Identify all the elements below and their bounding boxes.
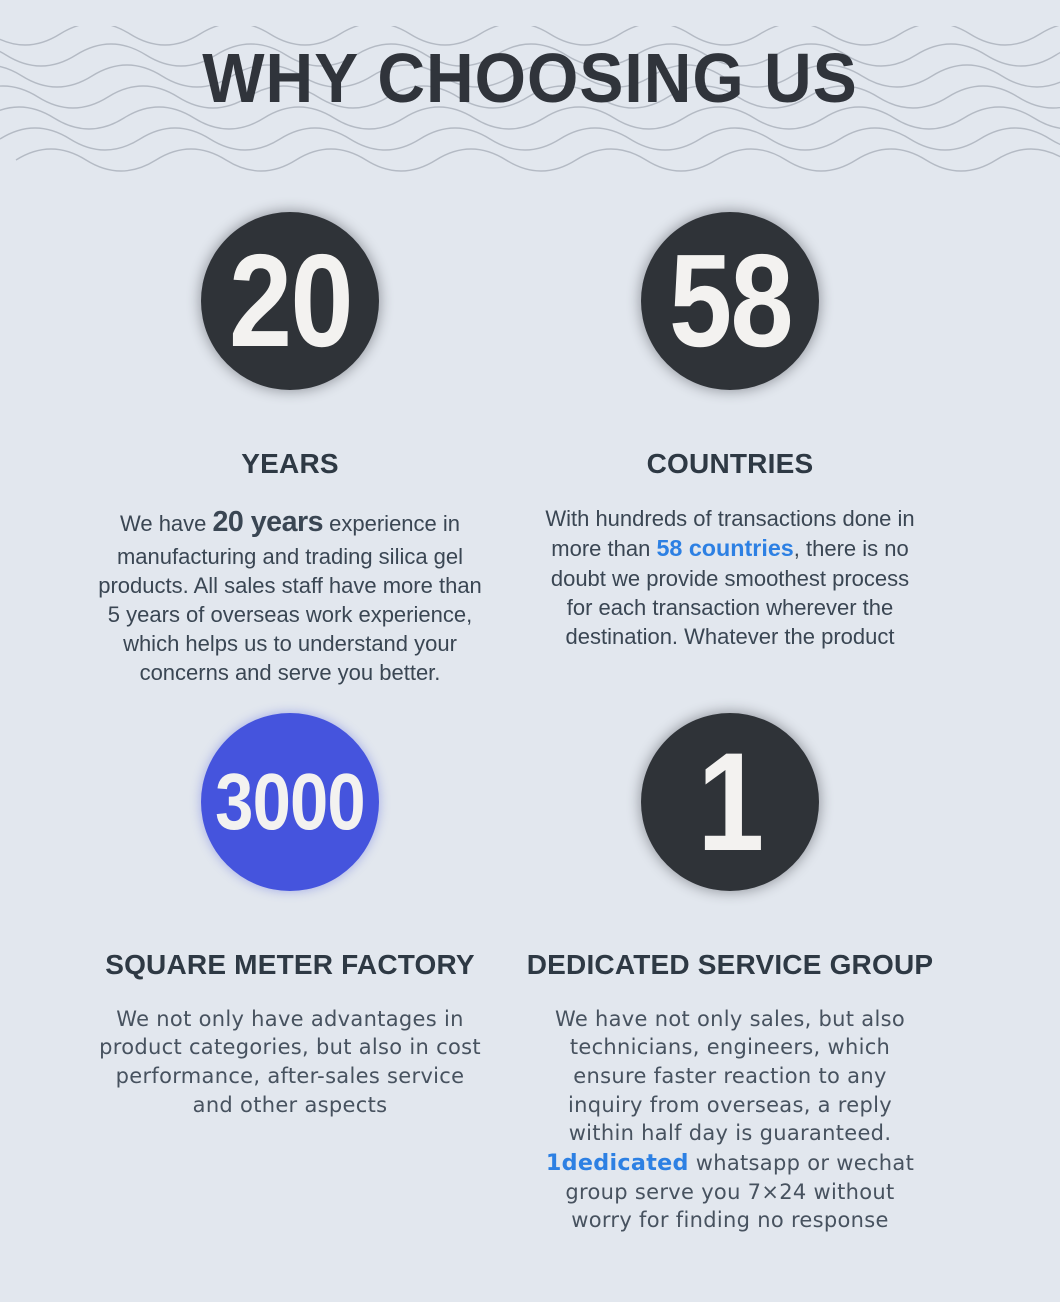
feature-card-service — [525, 713, 935, 1235]
stat-circle-years — [201, 212, 379, 390]
feature-description-factory: We not only have advantages in product categories, but also in cost performance, after-sales service and other aspects — [99, 1006, 481, 1117]
feature-heading-years: YEARS — [241, 448, 339, 479]
feature-heading-factory: SQUARE METER FACTORY — [105, 948, 475, 980]
stat-circle-countries — [641, 212, 819, 390]
feature-card-years — [85, 212, 495, 687]
stat-value-service: 1 — [697, 722, 763, 880]
feature-description-countries: With hundreds of transactions done in more than 58 countries, there is no doubt we provide smoothest process for each transaction wherever the destination. Whatever the product — [545, 506, 915, 649]
stat-value-factory: 3000 — [215, 756, 365, 846]
feature-description-service: We have not only sales, but also technicians, engineers, which ensure faster reaction to any inquiry from overseas, a reply within half day is guaranteed. 1dedicated whatsapp or wechat group serve you 7×24 without worry for finding no response — [545, 1006, 915, 1233]
stat-value-years: 20 — [228, 227, 352, 374]
feature-card-countries — [525, 212, 935, 651]
stat-circle-service — [641, 713, 819, 891]
feature-description-years: We have 20 years experience in manufacturing and trading silica gel products. All sales staff have more than 5 years of overseas work experience, which helps us to understand your concerns and serve you better. — [98, 506, 482, 685]
feature-heading-service: DEDICATED SERVICE GROUP — [526, 948, 934, 980]
header-banner — [0, 0, 1060, 190]
page-title: WHY CHOOSING US — [202, 39, 858, 117]
stat-value-countries: 58 — [668, 227, 792, 374]
feature-card-factory — [85, 713, 495, 1119]
feature-heading-countries: COUNTRIES — [646, 448, 814, 479]
features-grid — [85, 212, 935, 1261]
stat-circle-factory — [201, 713, 379, 891]
